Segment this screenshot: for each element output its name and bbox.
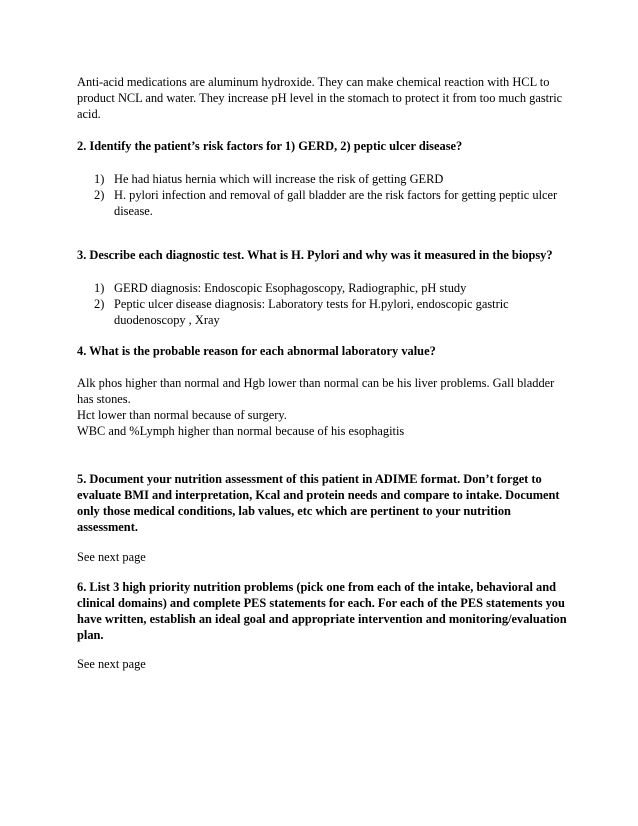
list-item-number: 2)	[94, 188, 105, 202]
question-3-list	[77, 280, 567, 328]
question-2-heading: 2. Identify the patient’s risk factors for 1) GERD, 2) peptic ulcer disease?	[77, 139, 463, 153]
question-4-wbc-line: WBC and %Lymph higher than normal because of his esophagitis	[77, 424, 405, 438]
question-2-list	[77, 171, 567, 219]
question-3-heading: 3. Describe each diagnostic test. What is H. Pylori and why was it measured in the biopsy?	[77, 248, 553, 262]
intro-paragraph: Anti-acid medications are aluminum hydroxide. They can make chemical reaction with HCL to product NCL and water. They increase pH level in the stomach to protect it from too much gastric acid.	[77, 75, 563, 121]
list-item-text: Peptic ulcer disease diagnosis: Laboratory tests for H.pylori, endoscopic gastric duodenoscopy , Xray	[114, 297, 509, 327]
question-6-heading: 6. List 3 high priority nutrition problems (pick one from each of the intake, behavioral and clinical domains) and complete PES statements for each. For each of the PES statements you have written, establish an ideal goal and appropriate intervention and monitoring/evaluation plan.	[77, 580, 567, 642]
list-item	[77, 280, 567, 296]
list-item-text: GERD diagnosis: Endoscopic Esophagoscopy, Radiographic, pH study	[114, 281, 467, 295]
question-5-heading: 5. Document your nutrition assessment of this patient in ADIME format. Don’t forget to evaluate BMI and interpretation, Kcal and protein needs and compare to intake. Document only those medical conditions, lab values, etc which are pertinent to your nutrition assessment.	[77, 472, 560, 534]
question-5-answer: See next page	[77, 550, 146, 564]
list-item-text: H. pylori infection and removal of gall bladder are the risk factors for getting peptic ulcer disease.	[114, 188, 558, 218]
question-4-heading: 4. What is the probable reason for each abnormal laboratory value?	[77, 344, 436, 358]
list-item	[77, 296, 567, 328]
question-4-answer: Alk phos higher than normal and Hgb lower than normal can be his liver problems. Gall bladder has stones.	[77, 376, 555, 406]
list-item-text: He had hiatus hernia which will increase the risk of getting GERD	[114, 172, 444, 186]
list-item-number: 2)	[94, 297, 105, 311]
document-page	[77, 74, 567, 672]
question-6-answer: See next page	[77, 657, 146, 671]
question-4-hct-line: Hct lower than normal because of surgery.	[77, 408, 287, 422]
list-item-number: 1)	[94, 281, 105, 295]
list-item-number: 1)	[94, 172, 105, 186]
list-item	[77, 187, 567, 219]
list-item	[77, 171, 567, 187]
